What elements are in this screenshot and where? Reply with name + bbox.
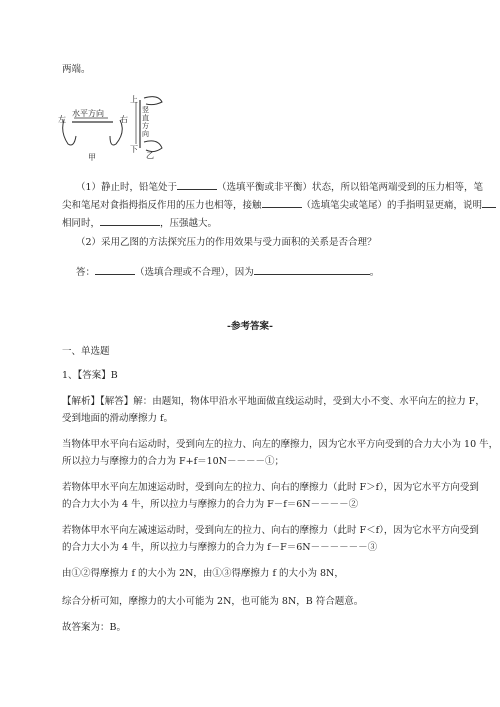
label-yi: 乙 bbox=[146, 151, 154, 160]
q1-text-e: 相同时， bbox=[62, 218, 101, 229]
analysis-line: 当物体甲水平向右运动时，受到向左的拉力、向左的摩擦力，因为它水平方向受到的合力大小为 10 牛， bbox=[62, 439, 499, 450]
analysis-line: 受到地面的滑动摩擦力 f。 bbox=[62, 413, 174, 424]
analysis-line: 的合力大小为 4 牛，所以拉力与摩擦力的合力为 f－F＝6N－－－－－－③ bbox=[62, 542, 378, 553]
q1-blank-3[interactable] bbox=[482, 197, 496, 208]
q2-blank-1[interactable] bbox=[95, 264, 135, 275]
q2-blank-2[interactable] bbox=[254, 264, 370, 275]
analysis-line: 的合力大小为 4 牛，所以拉力与摩擦力的合力为 F－f＝6N－－－－② bbox=[62, 499, 359, 510]
q1-line3 bbox=[62, 215, 217, 230]
label-vertical: 竖直方向 bbox=[142, 106, 149, 138]
analysis-line: 若物体甲水平向左减速运动时，受到向左的拉力、向右的摩擦力（此时 F＜f），因为它水平方向受到 bbox=[62, 525, 479, 536]
top-hand-icon bbox=[144, 97, 162, 105]
label-horizontal: 水平方向 bbox=[72, 109, 104, 118]
top-fragment: 两端。 bbox=[62, 64, 91, 75]
q1-line1 bbox=[76, 179, 483, 194]
q1-blank-1[interactable] bbox=[177, 179, 217, 190]
analysis-line: 【解析】【解答】解：由题知，物体甲沿水平地面做直线运动时，受到大小不变、水平向左的拉力 F， bbox=[62, 396, 485, 407]
q2-ans-c: 。 bbox=[369, 267, 380, 278]
analysis-line: 综合分析可知，摩擦力的大小可能为 2N，也可能为 8N，B 符合题意。 bbox=[62, 596, 364, 607]
pencil-figure bbox=[58, 92, 168, 162]
q1-text-b: （选填平衡或非平衡）状态，所以铅笔两端受到的压力相等，笔 bbox=[217, 182, 484, 193]
q1-text-d: （选填笔尖或笔尾）的手指明显更痛，说明 bbox=[301, 200, 483, 211]
item1-answer: 1、【答案】B bbox=[62, 370, 118, 381]
analysis-line: 若物体甲水平向左加速运动时，受到向左的拉力、向右的摩擦力（此时 F＞f），因为它水平方向受到 bbox=[62, 482, 479, 493]
label-jia: 甲 bbox=[88, 153, 96, 162]
answer-title: -参考答案- bbox=[227, 321, 273, 332]
q1-text-a: （1）静止时，铅笔处于 bbox=[76, 182, 178, 193]
label-right: 右 bbox=[120, 115, 128, 124]
q2-ans-b: （选填合理或不合理），因为 bbox=[135, 267, 254, 278]
label-up: 上 bbox=[130, 95, 138, 104]
q1-line2 bbox=[62, 197, 496, 212]
q2-answer-line bbox=[76, 264, 379, 279]
analysis-line: 由①②得摩擦力 f 的大小为 2N，由①③得摩擦力 f 的大小为 8N， bbox=[62, 568, 344, 579]
section-heading: 一、单选题 bbox=[62, 346, 110, 357]
q2-question: （2）采用乙图的方法探究压力的作用效果与受力面积的关系是否合理？ bbox=[76, 237, 377, 248]
q1-blank-4[interactable] bbox=[100, 215, 160, 226]
label-left: 左 bbox=[58, 115, 66, 124]
q1-text-f: ，压强越大。 bbox=[160, 218, 218, 229]
q1-blank-2[interactable] bbox=[262, 197, 302, 208]
analysis-line: 所以拉力与摩擦力的合力为 F+f＝10N－－－－①； bbox=[62, 456, 284, 467]
q1-text-c: 尖和笔尾对食指拇指反作用的压力也相等，接触 bbox=[62, 200, 262, 211]
q2-ans-a: 答： bbox=[76, 267, 96, 278]
analysis-line: 故答案为：B。 bbox=[62, 622, 126, 633]
label-down: 下 bbox=[130, 145, 138, 154]
